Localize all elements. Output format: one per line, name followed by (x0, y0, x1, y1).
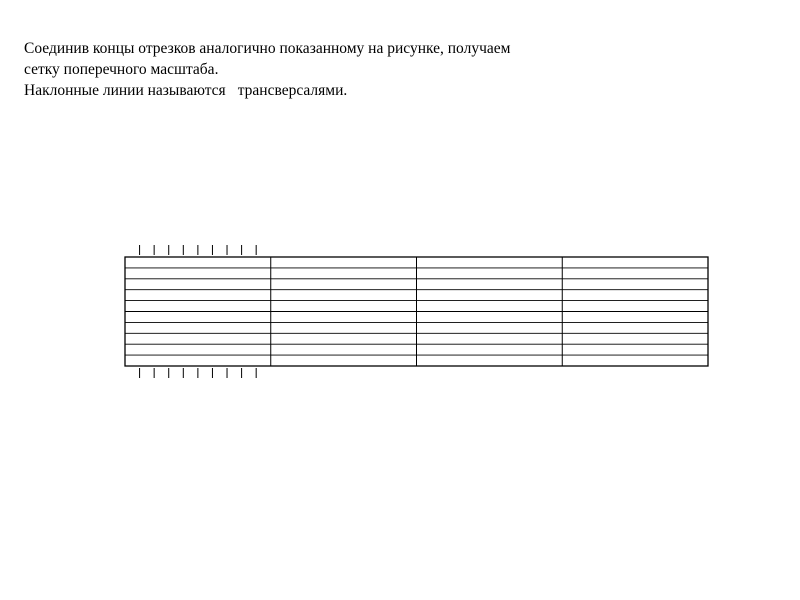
caption-line-1: Соединив концы отрезков аналогично показанному на рисунке, получаем (24, 40, 511, 57)
scale-grid (125, 245, 708, 378)
caption-line-3-text: Наклонные линии называются (24, 82, 226, 99)
caption-term: трансверсалями. (237, 82, 348, 99)
caption-line-2: сетку поперечного масштаба. (24, 61, 219, 78)
